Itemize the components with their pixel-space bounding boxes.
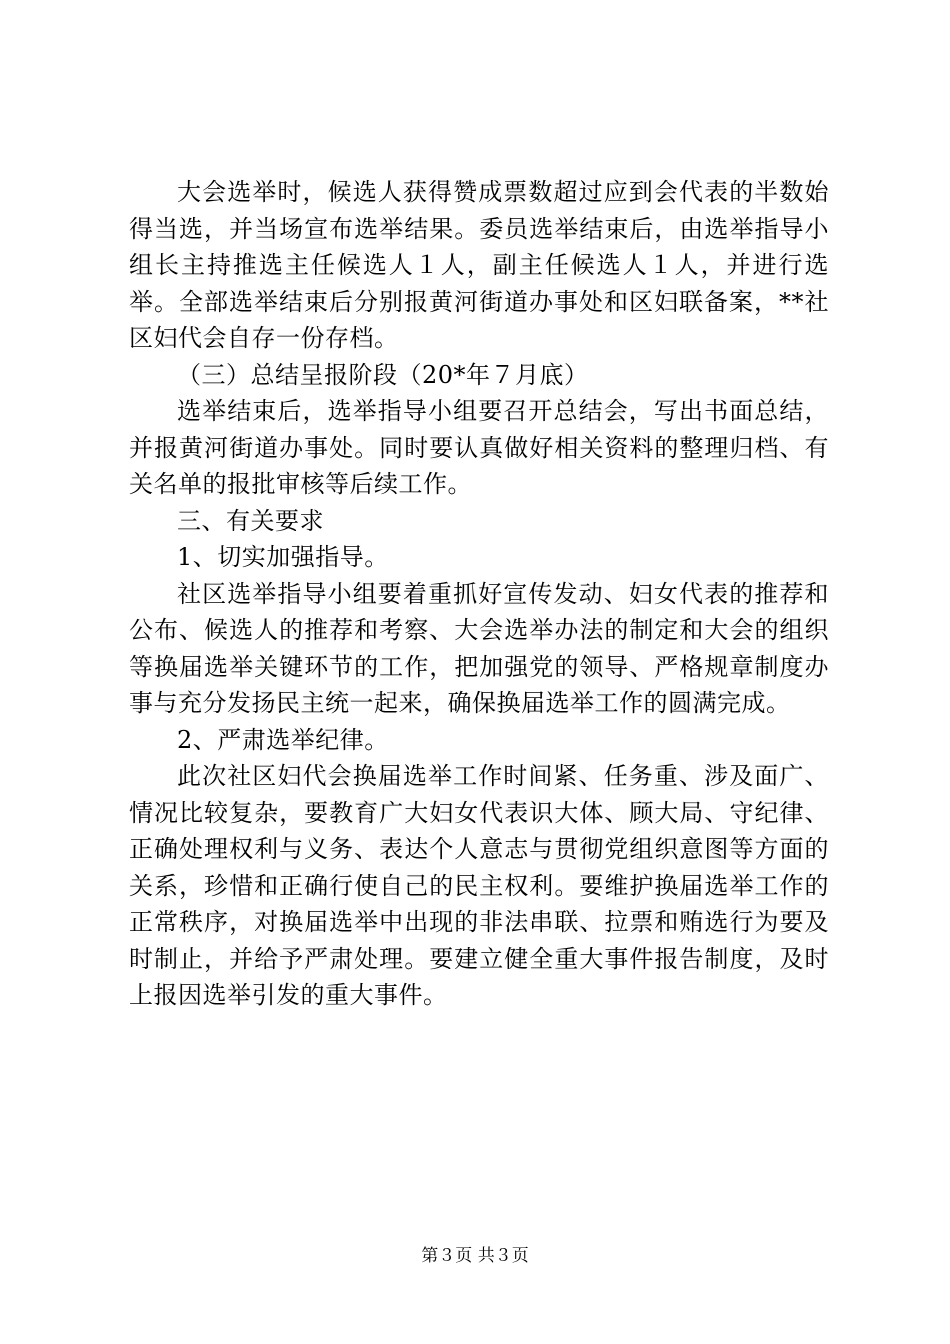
paragraph-discipline: 此次社区妇代会换届选举工作时间紧、任务重、涉及面广、情况比较复杂，要教育广大妇女代表识大体、顾大局、守纪律、正确处理权利与义务、表达个人意志与贯彻党组织意图等方面的关系，珍惜和正确行使自己的民主权利。要维护换届选举工作的正常秩序，对换届选举中出现的非法串联、拉票和贿选行为要及时制止，并给予严肃处理。要建立健全重大事件报告制度，及时上报因选举引发的重大事件。 bbox=[129, 762, 829, 1009]
paragraph-guidance: 社区选举指导小组要着重抓好宣传发动、妇女代表的推荐和公布、候选人的推荐和考察、大会选举办法的制定和大会的组织等换届选举关键环节的工作，把加强党的领导、严格规章制度办事与充分发扬民主统一起来，确保换届选举工作的圆满完成。 bbox=[129, 579, 829, 717]
paragraph-summary-stage-heading: （三）总结呈报阶段（20*年７月底） bbox=[177, 360, 589, 389]
section-heading-requirements: 三、有关要求 bbox=[177, 506, 324, 535]
subheading-discipline: 2、严肃选举纪律。 bbox=[177, 725, 389, 754]
page-footer: 第３页 共３页 bbox=[421, 1246, 529, 1266]
document-body bbox=[129, 174, 829, 1014]
subheading-guidance: 1、切实加强指导。 bbox=[177, 543, 389, 571]
paragraph-election-rules: 大会选举时，候选人获得赞成票数超过应到会代表的半数始得当选，并当场宣布选举结果。委员选举结束后，由选举指导小组长主持推选主任候选人１人，副主任候选人１人，并进行选举。全部选举结束后分别报黄河街道办事处和区妇联备案，**社区妇代会自存一份存档。 bbox=[129, 178, 829, 352]
paragraph-summary-stage: 选举结束后，选举指导小组要召开总结会，写出书面总结，并报黄河街道办事处。同时要认真做好相关资料的整理归档、有关名单的报批审核等后续工作。 bbox=[129, 397, 829, 498]
